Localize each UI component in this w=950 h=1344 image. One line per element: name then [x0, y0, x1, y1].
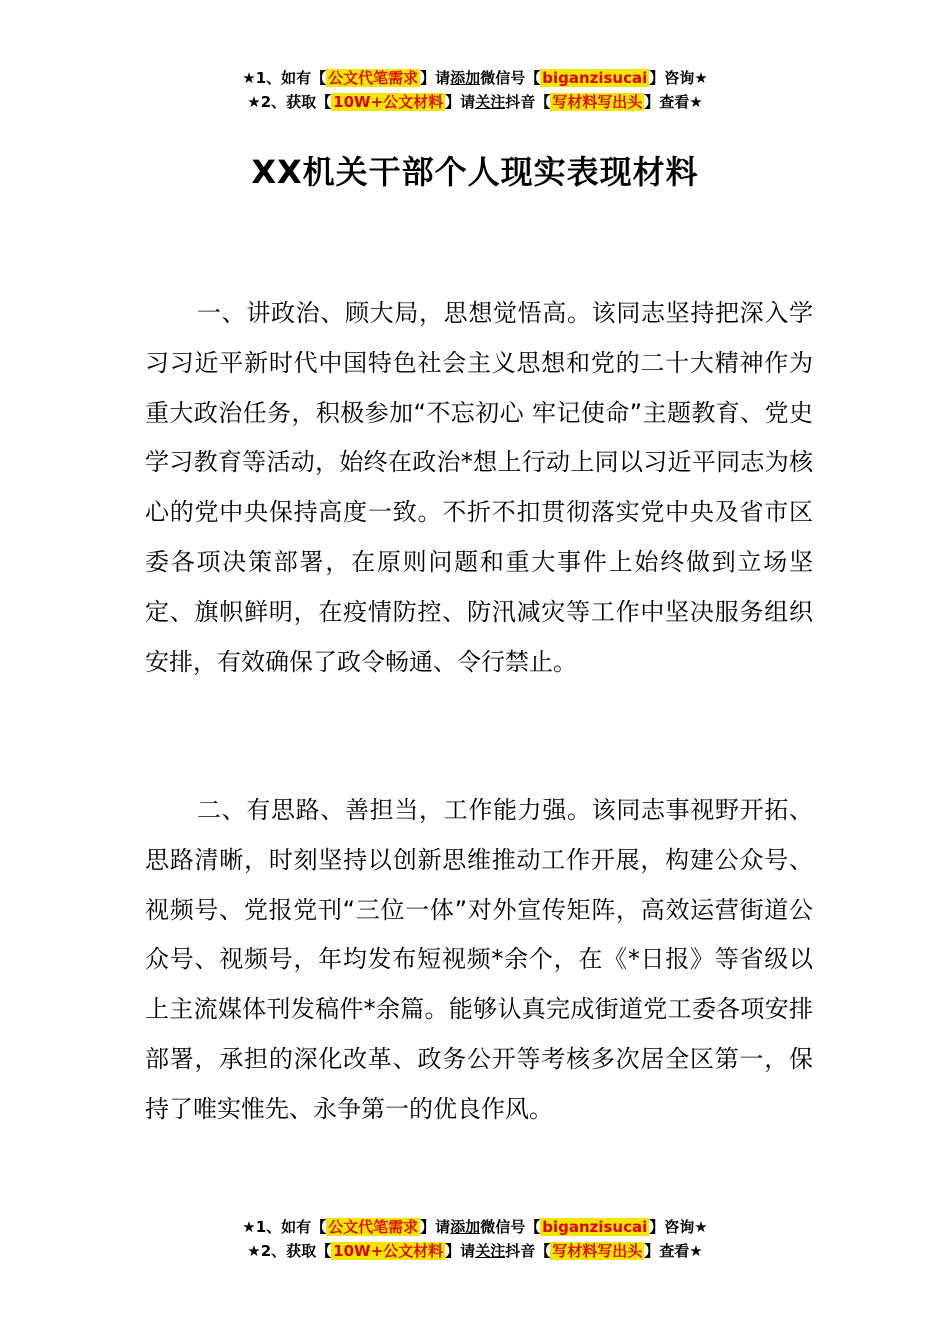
banner-text: 】请	[445, 93, 476, 111]
banner-text: 2、获取【	[260, 93, 332, 111]
highlight-materials: 10W+公文材料	[333, 93, 444, 111]
paragraph-2: 二、有思路、善担当，工作能力强。该同志事视野开拓、思路清晰，时刻坚持以创新思维推动工作开展，构建公众号、视频号、党报党刊“三位一体”对外宣传矩阵，高效运营街道公众号、视频号，年均发布短视频*余个，在《*日报》等省级以上主流媒体刊发稿件*余篇。能够认真完成街道党工委各项安排部署，承担的深化改革、政务公开等考核多次居全区第一，保持了唯实惟先、永争第一的优良作风。	[145, 796, 813, 1123]
banner-text: 】咨询	[649, 1218, 695, 1236]
banner-text: 微信号【	[480, 69, 541, 87]
footer-banner	[0, 1215, 950, 1263]
star-icon: ★	[247, 93, 261, 111]
underlined-text: 关注	[475, 93, 506, 111]
banner-text: 1、如有【	[255, 1218, 327, 1236]
underlined-text: 关注	[475, 1242, 506, 1260]
star-icon: ★	[242, 69, 256, 87]
banner-text: 】请	[420, 1218, 451, 1236]
banner-text: 】查看	[644, 93, 690, 111]
star-icon: ★	[689, 1242, 703, 1260]
highlight-service: 公文代笔需求	[328, 69, 419, 87]
highlight-materials: 10W+公文材料	[333, 1242, 444, 1260]
star-icon: ★	[689, 93, 703, 111]
star-icon: ★	[247, 1242, 261, 1260]
underlined-text: 添加	[450, 1218, 481, 1236]
banner-line-1	[0, 1215, 950, 1239]
star-icon: ★	[694, 69, 708, 87]
highlight-service: 公文代笔需求	[328, 1218, 419, 1236]
paragraph-1: 一、讲政治、顾大局，思想觉悟高。该同志坚持把深入学习习近平新时代中国特色社会主义思想和党的二十大精神作为重大政治任务，积极参加“不忘初心 牢记使命”主题教育、党史学习教育等活动，始终在政治*想上行动上同以习近平同志为核心的党中央保持高度一致。不折不扣贯彻落实党中央及省市区委各项决策部署，在原则问题和重大事件上始终做到立场坚定、旗帜鲜明，在疫情防控、防汛减灾等工作中坚决服务组织安排，有效确保了政令畅通、令行禁止。	[145, 299, 813, 676]
header-banner	[0, 66, 950, 114]
star-icon: ★	[242, 1218, 256, 1236]
page-title: XX机关干部个人现实表现材料	[251, 153, 699, 191]
banner-line-2	[0, 1239, 950, 1263]
highlight-wechat-id: biganzisucai	[542, 1218, 648, 1236]
underlined-text: 添加	[450, 69, 481, 87]
banner-line-2	[0, 90, 950, 114]
star-icon: ★	[694, 1218, 708, 1236]
banner-text: 】咨询	[649, 69, 695, 87]
highlight-wechat-id: biganzisucai	[542, 69, 648, 87]
banner-text: 1、如有【	[255, 69, 327, 87]
banner-text: 微信号【	[480, 1218, 541, 1236]
highlight-douyin-account: 写材料写出头	[552, 1242, 643, 1260]
banner-text: 抖音【	[505, 1242, 551, 1260]
banner-text: 】查看	[644, 1242, 690, 1260]
banner-text: 】请	[445, 1242, 476, 1260]
banner-text: 】请	[420, 69, 451, 87]
banner-text: 抖音【	[505, 93, 551, 111]
banner-line-1	[0, 66, 950, 90]
banner-text: 2、获取【	[260, 1242, 332, 1260]
highlight-douyin-account: 写材料写出头	[552, 93, 643, 111]
